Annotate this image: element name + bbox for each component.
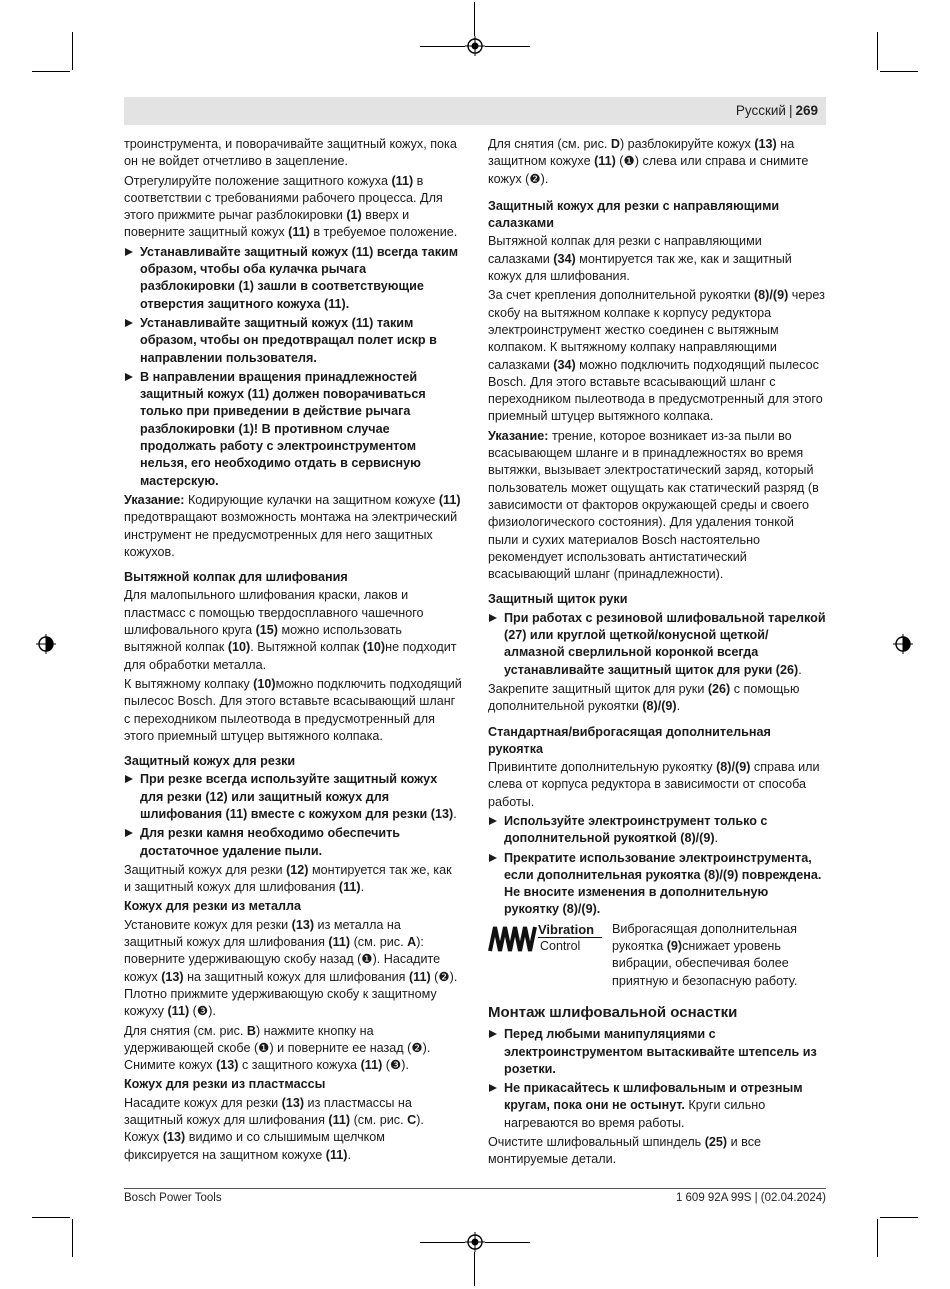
crop-mark [32,71,70,72]
registration-mark-icon [36,634,56,654]
paragraph: Защитный кожух для резки (12) монтируется так же, как и защитный кожух для шлифования (11). [124,862,452,895]
vibration-control-logo [488,921,602,957]
warning-bullet: Устанавливайте защитный кожух (11) всегда таким образом, чтобы оба кулачка рычага разблокировки (1) зашли в соответствующие отверстия защитного кожуха (11). [124,244,462,313]
warning-bullet: При работах с резиновой шлифовальной тарелкой (27) или круглой щеткой/конусной щеткой/алмазной сверлильной коронкой всегда устанавливайте защитный щиток для руки (26). [488,610,826,679]
page-header [124,97,826,125]
paragraph: За счет крепления дополнительной рукоятки (8)/(9) через скобу на вытяжном колпаке к корпусу редуктора электроинструмент жестко соединен с вытяжным колпаком. К вытяжному колпаку направляющими салазками (34) можно подключить подходящий пылесос Bosch. Для этого вставьте всасывающий шланг с переходником пылеотвода в предусмотренный для этого приемный штуцер вытяжного колпака. [488,288,825,424]
paragraph: Закрепите защитный щиток для руки (26) с помощью дополнительной рукоятки (8)/(9). [488,681,800,714]
section-heading: Защитный щиток руки [488,592,628,607]
paragraph: Для снятия (см. рис. B) нажмите кнопку на удерживающей скобе (❶) и поверните ее назад (❷). Снимите кожух (13) с защитного кожуха (11) (❸). [124,1023,431,1073]
vibration-logo-top: Vibration [538,921,595,937]
registration-mark-icon [465,1232,485,1252]
crop-mark [880,1217,918,1218]
left-column [124,136,462,1166]
registration-mark-icon [893,634,913,654]
paragraph: К вытяжному колпаку (10)можно подключить подходящий пылесос Bosch. Для этого вставьте всасывающий шланг с переходником пылеотвода в предусмотренный для этого приемный штуцер вытяжного колпака. [124,676,462,743]
right-column [488,136,826,1171]
header-separator: | [788,103,793,118]
vibration-logo-bottom: Control [540,938,581,953]
header-language: Русский [735,103,786,118]
paragraph: Для малопыльного шлифования краски, лаков и пластмасс с помощью твердосплавного чашечного шлифовального круга (15) можно использовать вытяжной колпак (10). Вытяжной колпак (10)не подходит для обработки металла. [124,588,457,672]
page-number: 269 [795,103,818,118]
note-paragraph: Указание: Кодирующие кулачки на защитном кожухе (11) предотвращают возможность монтажа на электрический инструмент не предусмотренных для него защитных кожухов. [124,492,461,559]
paragraph: Привинтите дополнительную рукоятку (8)/(9) справа или слева от корпуса редуктора в зависимости от способа работы. [488,760,820,809]
warning-bullet: Перед любыми манипуляциями с электроинструментом вытаскивайте штепсель из розетки. [488,1026,826,1078]
crop-mark [474,1252,475,1286]
footer-doc-number: 1 609 92A 99S | (02.04.2024) [675,1192,826,1204]
footer-brand: Bosch Power Tools [124,1192,222,1204]
paragraph: троинструмента, и поворачивайте защитный кожух, пока он не войдет отчетливо в зацепление. [124,137,457,169]
paragraph: Очистите шлифовальный шпиндель (25) и все монтируемые детали. [488,1135,762,1167]
crop-mark [485,46,530,47]
paragraph: Насадите кожух для резки (13) из пластмассы на защитный кожух для шлифования (11) (см. рис. C). Кожух (13) видимо и со слышимым щелчком фиксируется на защитном кожухе (11). [124,1095,424,1162]
footer-rule [124,1188,826,1189]
header-text [736,103,818,118]
crop-mark [877,1219,878,1257]
vibration-text: Виброгасящая дополнительная рукоятка (9)снижает уровень вибрации, обеспечивая более приятную и безопасную работу. [612,921,798,988]
crop-mark [72,32,73,70]
section-heading: Вытяжной колпак для шлифования [124,570,348,585]
crop-mark [877,32,878,70]
section-heading: Стандартная/виброгасящая дополнительная рукоятка [488,724,771,756]
paragraph: Вытяжной колпак для резки с направляющими салазками (34) монтируется так же, как и защитный кожух для шлифования. [488,234,792,284]
section-heading: Кожух для резки из металла [124,899,301,914]
vibration-control-block [488,921,826,990]
warning-bullet: Не прикасайтесь к шлифовальным и отрезным кругам, пока они не остынут. Круги сильно нагреваются во время работы. [488,1080,826,1132]
section-heading: Кожух для резки из пластмассы [124,1077,326,1092]
crop-mark [420,1242,465,1243]
crop-mark [72,1219,73,1257]
warning-bullet: При резке всегда используйте защитный кожух для резки (12) или защитный кожух для шлифования (11) вместе с кожухом для резки (13). [124,771,462,823]
section-heading: Защитный кожух для резки [124,754,296,769]
crop-mark [880,71,918,72]
crop-mark [474,2,475,36]
paragraph: Для снятия (см. рис. D) разблокируйте кожух (13) на защитном кожухе (11) (❶) слева или справа и снимите кожух (❷). [488,137,809,186]
warning-bullet: Прекратите использование электроинструмента, если дополнительная рукоятка (8)/(9) повреждена. Не вносите изменения в дополнительную рукоятку (8)/(9). [488,850,826,919]
registration-mark-icon [465,36,485,56]
section-heading: Защитный кожух для резки с направляющими салазками [488,198,780,231]
paragraph: Отрегулируйте положение защитного кожуха (11) в соответствии с требованиями рабочего процесса. Для этого прижмите рычаг разблокировки (1) вверх и поверните защитный кожух (11) в требуемое положение. [124,173,458,240]
warning-bullet: Для резки камня необходимо обеспечить достаточное удаление пыли. [124,825,462,860]
warning-bullet: Устанавливайте защитный кожух (11) таким образом, чтобы он предотвращал полет искр в направлении пользователя. [124,315,462,367]
section-title: Монтаж шлифовальной оснастки [488,1003,738,1021]
warning-bullet: В направлении вращения принадлежностей защитный кожух (11) должен поворачиваться только при приведении в действие рычага разблокировки (1)! В противном случае продолжать работу с электроинструментом нельзя, его необходимо отдать в сервисную мастерскую. [124,369,462,490]
warning-bullet: Используйте электроинструмент только с дополнительной рукояткой (8)/(9). [488,813,826,848]
crop-mark [32,1217,70,1218]
note-paragraph: Указание: трение, которое возникает из-за пыли во всасывающем шланге и в принадлежностях во время вытяжки, вызывает электростатический заряд, который пользователь может ощущать как статический разряд (в зависимости от факторов окружающей среды и своего физиологического состояния). Для удаления тонкой пыли и сухих материалов Bosch настоятельно рекомендует использовать антистатический всасывающий шланг (принадлежности). [488,428,819,582]
paragraph: Установите кожух для резки (13) из металла на защитный кожух для шлифования (11) (см. рис. A): поверните удерживающую скобу назад (❶). Насадите кожух (13) на защитный кожух для шлифования (11) (❷). Плотно прижмите удерживающую скобу к защитному кожуху (11) (❸). [124,917,458,1019]
crop-mark [485,1242,530,1243]
crop-mark [420,46,465,47]
